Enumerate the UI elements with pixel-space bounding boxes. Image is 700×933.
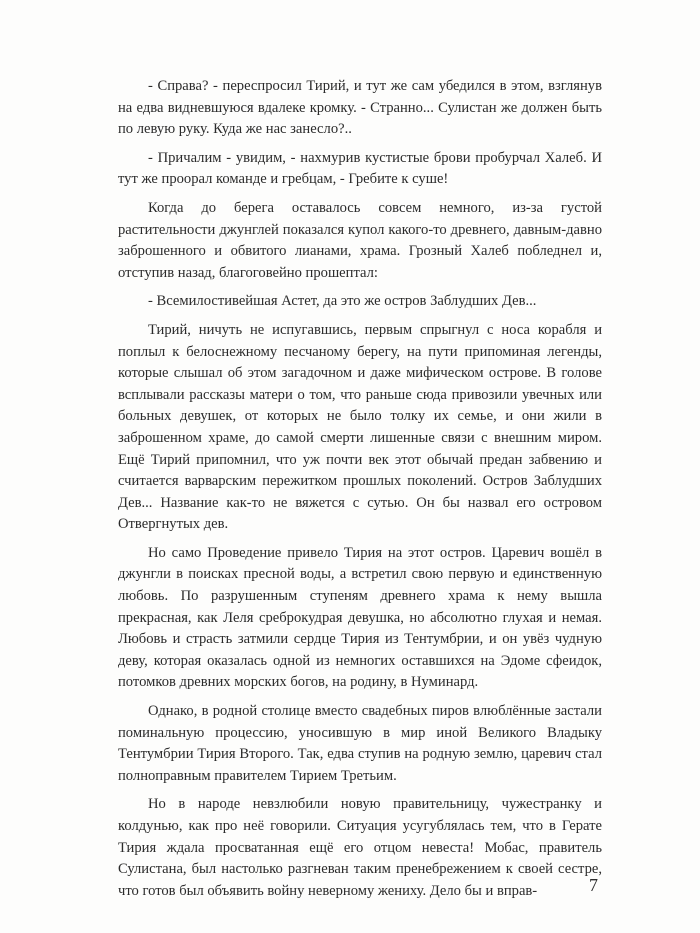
paragraph: Однако, в родной столице вместо свадебных пиров влюблённые застали поминальную процессию, уносившую в мир иной Великого Владыку Тентумбрии Тирия Второго. Так, едва ступив на родную землю, царевич стал полноправным правителем Тирием Третьим.: [118, 703, 602, 784]
page-number: 7: [589, 875, 598, 895]
body-text: [118, 76, 602, 909]
paragraph: - Всемилостивейшая Астет, да это же остров Заблудших Дев...: [148, 293, 537, 310]
paragraph: Тирий, ничуть не испугавшись, первым спрыгнул с носа корабля и поплыл к белоснежному песчаному берегу, на пути припоминая легенды, которые слышал об этом загадочном и даже мифическом острове. В голове всплывали рассказы матери о том, что раньше сюда привозили увечных или больных девушек, от которых не было толку их семье, и они жили в заброшенном храме, до самой смерти лишенные связи с внешним миром. Ещё Тирий припомнил, что уж почти век этот обычай предан забвению и считается варварским пережитком прошлых поколений. Остров Заблудших Дев... Название как-то не вяжется с сутью. Он бы назвал его островом Отвергнутых дев.: [118, 321, 602, 533]
paragraph: Когда до берега оставалось совсем немного, из-за густой растительности джунглей показался купол какого-то древнего, давным-давно заброшенного и обвитого лианами, храма. Грозный Халеб побледнел и, отступив назад, благоговейно прошептал:: [118, 199, 602, 281]
paragraph: - Справа? - переспросил Тирий, и тут же сам убедился в этом, взглянув на едва видневшуюся вдалеке кромку. - Странно... Сулистан же должен быть по левую руку. Куда же нас занесло?..: [118, 78, 602, 138]
paragraph: - Причалим - увидим, - нахмурив кустистые брови пробурчал Халеб. И тут же проорал команде и гребцам, - Гребите к суше!: [118, 149, 602, 188]
paragraph: Но само Проведение привело Тирия на этот остров. Царевич вошёл в джунгли в поисках пресной воды, а встретил свою первую и единственную любовь. По разрушенным ступеням древнего храма к нему вышла прекрасная, как Леля среброкудрая девушка, но абсолютно глухая и немая. Любовь и страсть затмили сердце Тирия из Тентумбрии, и он увёз чудную деву, которая оказалась одной из немногих оставшихся на Эдоме сфеидок, потомков древних морских богов, на родину, в Нуминард.: [118, 544, 602, 691]
paragraph: Но в народе невзлюбили новую правительницу, чужестранку и колдунью, как про неё говорили. Ситуация усугублялась тем, что в Герате Тирия ждала просватанная ещё его отцом невеста! Мобас, правитель Сулистана, был настолько разгневан таким пренебрежением к своей сестре, что готов был объявить войну неверному жениху. Дело бы и вправ-: [118, 796, 602, 899]
